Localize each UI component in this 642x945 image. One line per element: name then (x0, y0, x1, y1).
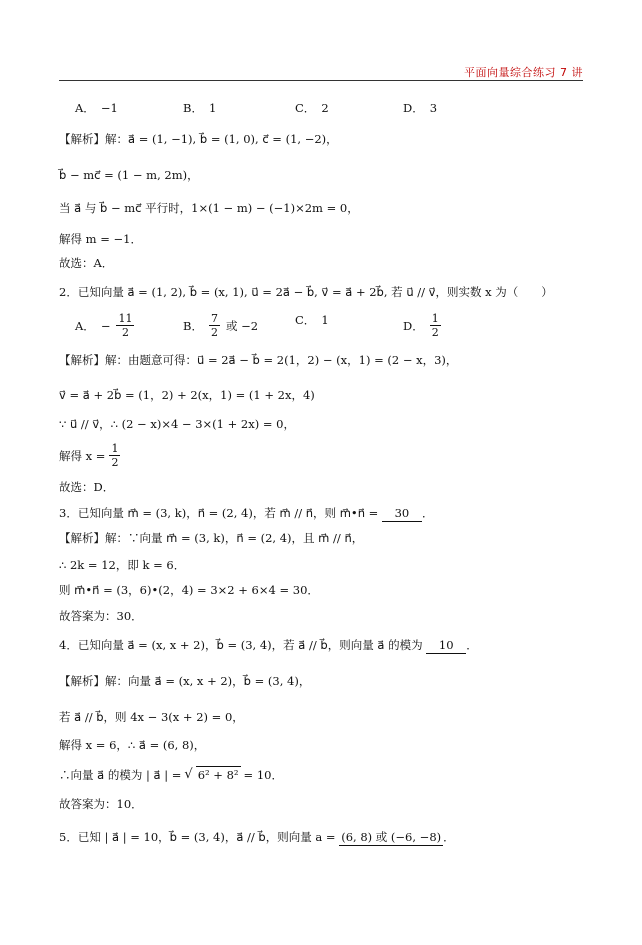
q1-solution-line1: 【解析】解：a⃗ = (1, −1), b⃗ = (1, 0), c⃗ = (1, −2)， (59, 132, 338, 146)
q1-choice-b: B． 1 (183, 101, 217, 115)
q2-solution-line3: ∵ u⃗ // v⃗，∴ (2 − x)×4 − 3×(1 + 2x) = 0， (59, 417, 295, 431)
q4-solution-line3: 解得 x = 6，∴ a⃗ = (6, 8)， (59, 738, 206, 752)
q4-stem: 4．已知向量 a⃗ = (x, x + 2)，b⃗ = (3, 4)，若 a⃗ // b⃗，则向量 a⃗ 的模为 10 ． (59, 638, 478, 652)
q4-solution-line1: 【解析】解：向量 a⃗ = (x, x + 2)，b⃗ = (3, 4)， (59, 674, 311, 688)
q2-solution-line4: 解得 x = $\frac{1}{2}$ (59, 442, 119, 469)
q1-choice-d: D． 3 (403, 101, 438, 115)
q3-answer-blank: 30 (382, 505, 422, 522)
q1-solution-line4: 解得 m = −1． (59, 232, 142, 246)
q1-solution-line3: 当 a⃗ 与 b⃗ − mc⃗ 平行时，1×(1 − m) − (−1)×2m = 0， (59, 201, 359, 215)
q1-answer: 故选：A． (59, 256, 114, 270)
q2-choices (59, 312, 579, 342)
q2-solution-line1: 【解析】解：由题意可得：u⃗ = 2a⃗ − b⃗ = 2(1，2) − (x，1) = (2 − x，3)， (59, 353, 458, 367)
q3-answer: 故答案为：30． (59, 609, 143, 623)
q4-answer: 故答案为：10． (59, 797, 143, 811)
q5-answer-blank: (6, 8) 或 (−6, −8) (341, 830, 442, 844)
q2-choice-d: D． $\frac{1}{2}$ (403, 312, 439, 339)
q4-solution-line2: 若 a⃗ // b⃗，则 4x − 3(x + 2) = 0， (59, 710, 244, 724)
page-header (59, 62, 583, 81)
q2-stem: 2．已知向量 a⃗ = (1, 2), b⃗ = (x, 1), u⃗ = 2a⃗ − b⃗, v⃗ = a⃗ + 2b⃗, 若 u⃗ // v⃗，则实数 x 为（ ） (59, 285, 553, 299)
q5-stem: 5．已知 | a⃗ | = 10，b⃗ = (3, 4)，a⃗ // b⃗，则向量 a = (6, 8) 或 (−6, −8) ． (59, 830, 455, 844)
q2-answer: 故选：D． (59, 480, 115, 494)
q1-choices (59, 100, 579, 130)
q3-solution-line3: 则 m⃗•n⃗ = (3，6)•(2，4) = 3×2 + 6×4 = 30． (59, 583, 319, 597)
header-title: 平面向量综合练习 7 讲 (464, 66, 583, 79)
q1-choice-c: C． 2 (295, 101, 329, 115)
q3-stem: 3．已知向量 m⃗ = (3, k)，n⃗ = (2, 4)，若 m⃗ // n⃗，则 m⃗•n⃗ = 30 ． (59, 506, 434, 520)
q4-solution-line4: ∴向量 a⃗ 的模为 | a⃗ | = √ 6² + 8² = 10． (59, 766, 283, 782)
q2-solution-line2: v⃗ = a⃗ + 2b⃗ = (1，2) + 2(x，1) = (1 + 2x，4) (59, 388, 315, 402)
q1-solution-line2: b⃗ − mc⃗ = (1 − m, 2m)， (59, 168, 199, 182)
q4-answer-blank: 10 (426, 637, 466, 654)
q2-choice-a: A． − $\frac{11}{2}$ (75, 312, 133, 339)
sqrt-icon: √ (184, 766, 193, 782)
q2-choice-c: C． 1 (295, 313, 329, 327)
q2-choice-b: B． $\frac{7}{2}$ 或 −2 (183, 312, 259, 339)
q3-solution-line2: ∴ 2k = 12，即 k = 6． (59, 558, 186, 572)
q3-solution-line1: 【解析】解：∵向量 m⃗ = (3, k)，n⃗ = (2, 4)，且 m⃗ // n⃗， (59, 531, 364, 545)
q1-choice-a: A． −1 (75, 101, 118, 115)
